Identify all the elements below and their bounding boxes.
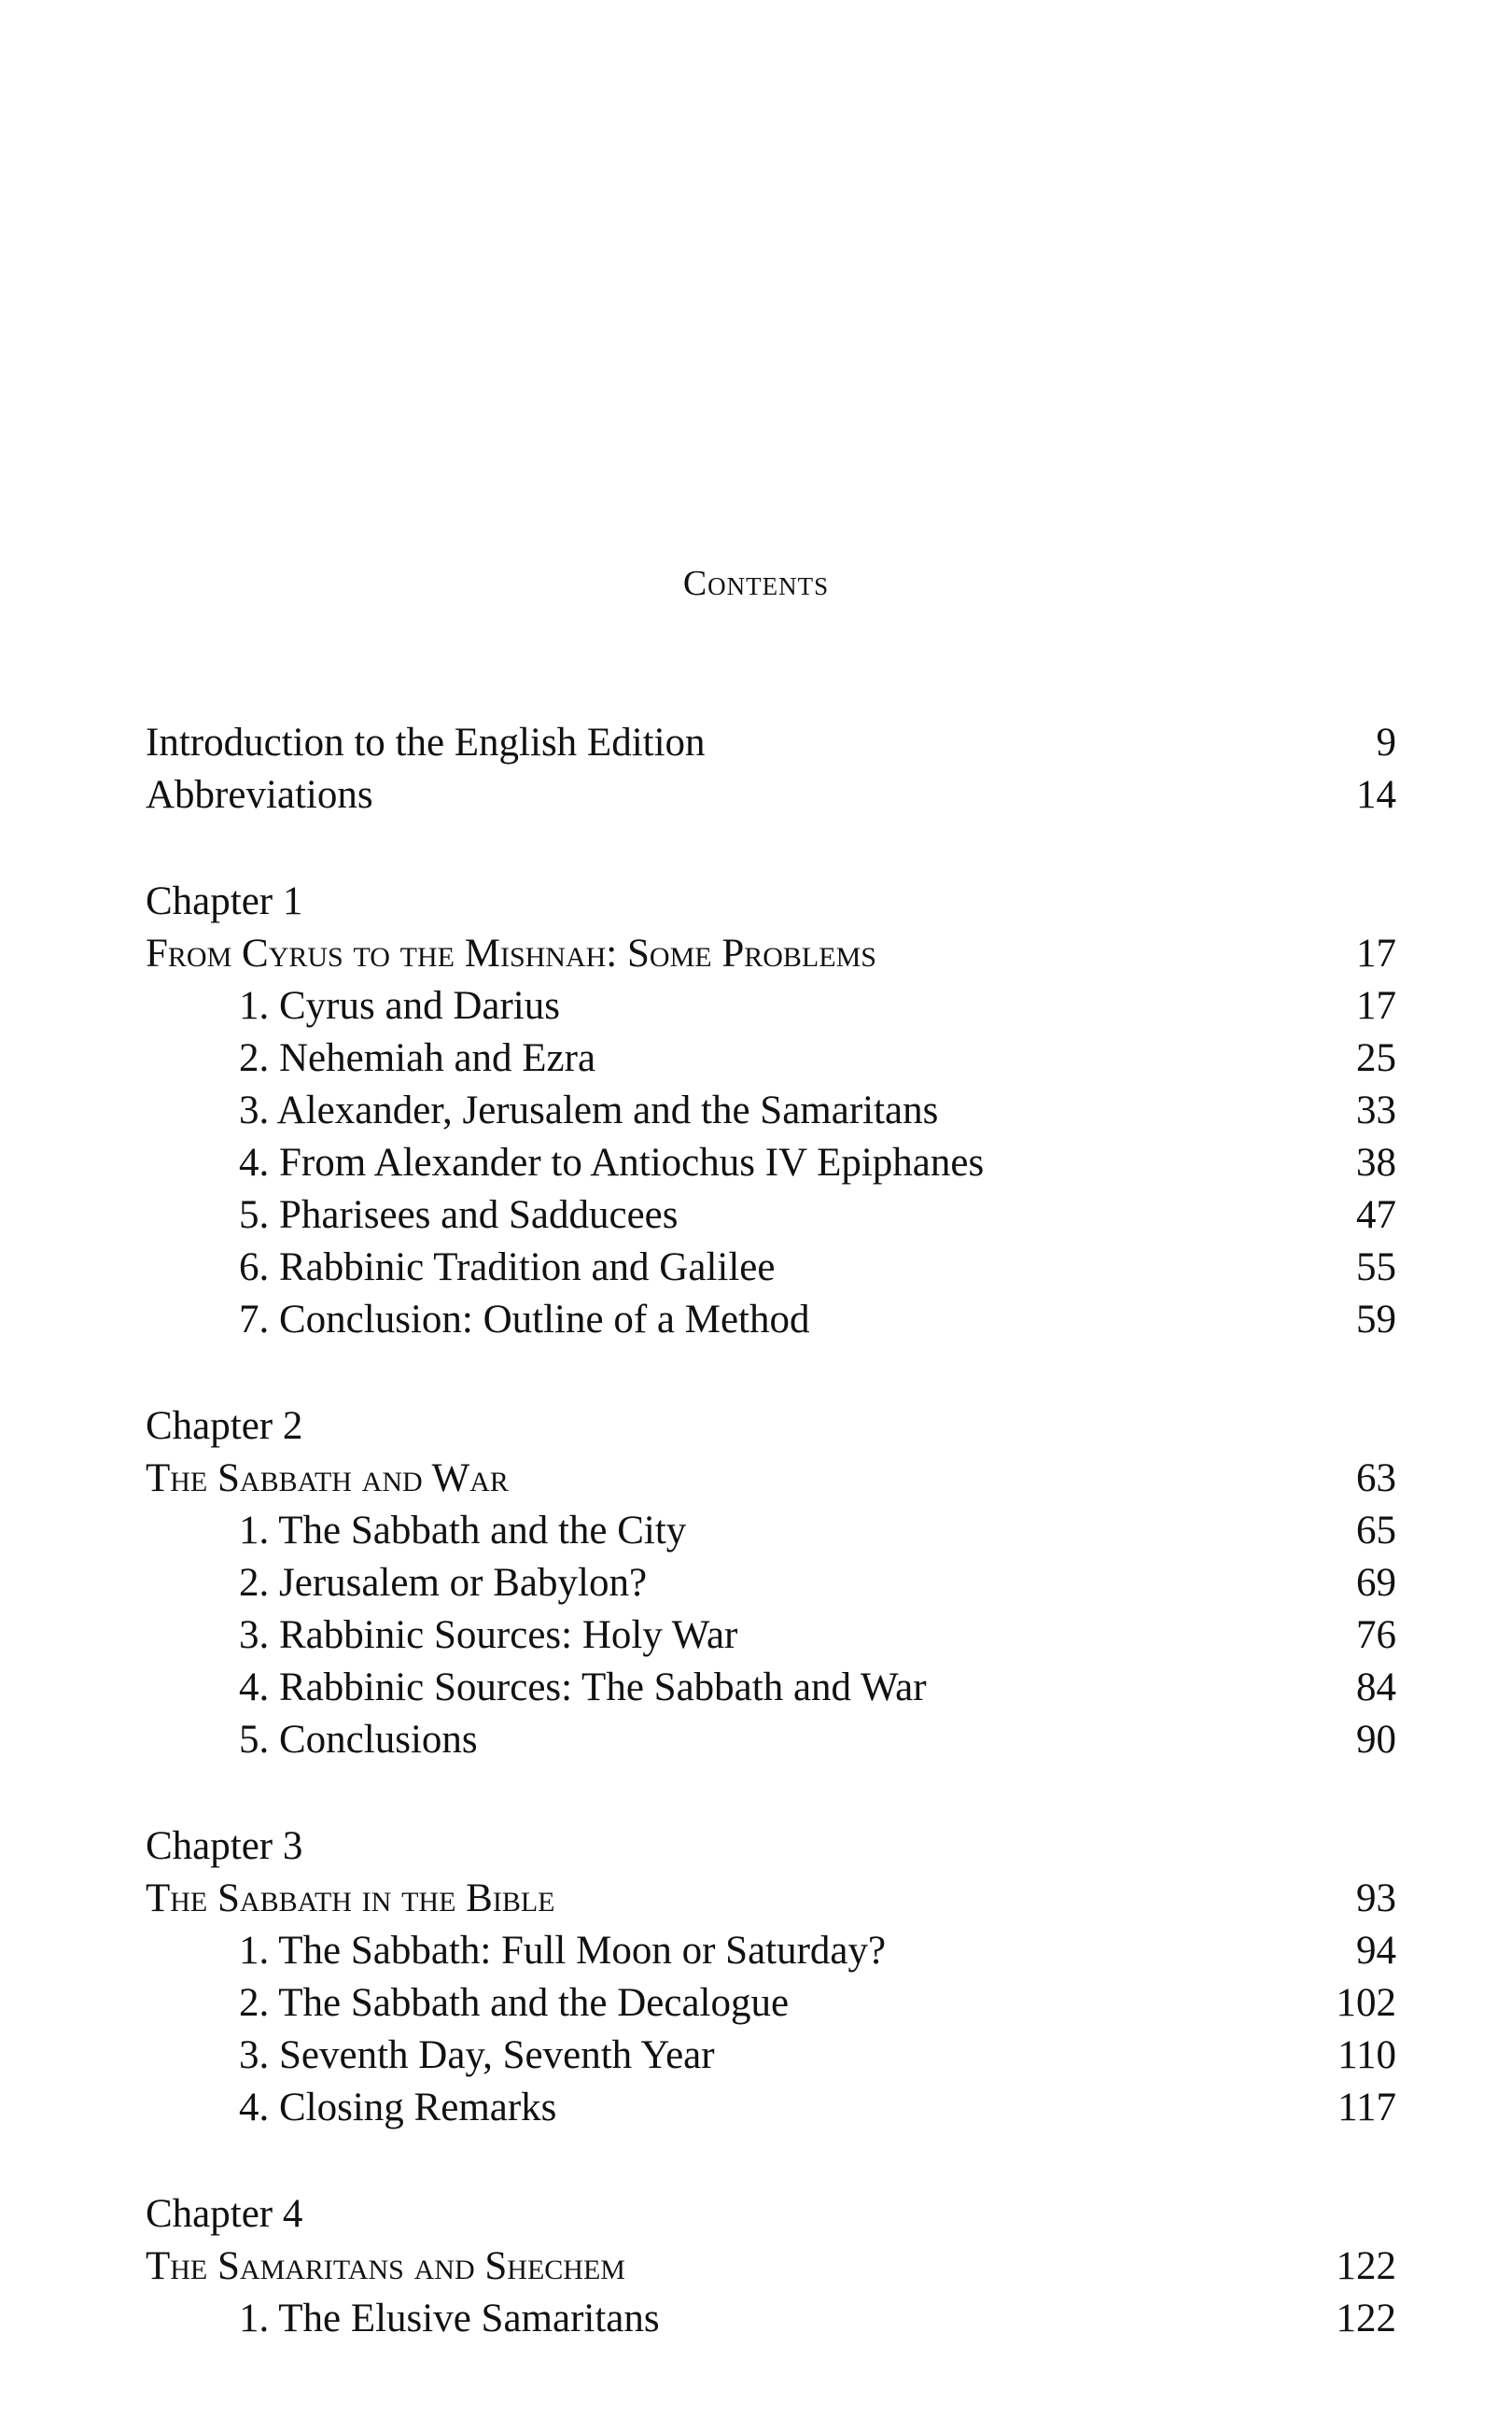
page-number: 55	[1356, 1245, 1396, 1289]
page-number: 38	[1356, 1141, 1396, 1185]
section-entry	[146, 1085, 1396, 1137]
page-number: 117	[1337, 2086, 1396, 2129]
section-text: 3. Rabbinic Sources: Holy War	[239, 1613, 738, 1657]
chapter-title	[146, 1873, 1396, 1925]
section-entry	[146, 1977, 1396, 2030]
section-text: 1. The Sabbath and the City	[239, 1509, 687, 1553]
chapter-1-block	[146, 876, 1396, 1346]
page-number: 122	[1336, 2297, 1396, 2340]
section-entry	[146, 2030, 1396, 2082]
page-title: Contents	[682, 564, 830, 603]
entry-text: Abbreviations	[146, 773, 373, 817]
page-number: 47	[1356, 1193, 1396, 1237]
page-number: 59	[1356, 1298, 1396, 1342]
section-entry	[146, 1189, 1396, 1242]
chapter-title-text: From Cyrus to the Mishnah: Some Problems	[146, 932, 876, 976]
page-number: 94	[1356, 1929, 1396, 1973]
section-text: 7. Conclusion: Outline of a Method	[239, 1298, 810, 1342]
chapter-2-block	[146, 1400, 1396, 1766]
chapter-label-text: Chapter 1	[146, 879, 303, 923]
section-entry	[146, 1294, 1396, 1346]
chapter-label-text: Chapter 2	[146, 1404, 303, 1448]
chapter-4-block	[146, 2188, 1396, 2345]
section-entry	[146, 2082, 1396, 2134]
toc-entry-introduction	[146, 717, 1396, 769]
section-text: 4. From Alexander to Antiochus IV Epiphanes	[239, 1141, 985, 1185]
chapter-title-text: The Sabbath and War	[146, 1456, 509, 1500]
section-text: 3. Alexander, Jerusalem and the Samaritans	[239, 1089, 939, 1132]
section-text: 2. Jerusalem or Babylon?	[239, 1561, 648, 1605]
page-number: 25	[1356, 1036, 1396, 1080]
section-text: 4. Rabbinic Sources: The Sabbath and War	[239, 1665, 927, 1709]
section-entry	[146, 1033, 1396, 1085]
section-entry	[146, 1557, 1396, 1609]
page-number: 69	[1356, 1561, 1396, 1605]
page-number: 84	[1356, 1665, 1396, 1709]
section-entry	[146, 1609, 1396, 1662]
section-text: 2. The Sabbath and the Decalogue	[239, 1981, 790, 2025]
section-text: 4. Closing Remarks	[239, 2086, 557, 2129]
section-entry	[146, 2293, 1396, 2345]
chapter-label-text: Chapter 4	[146, 2192, 303, 2236]
section-entry	[146, 1714, 1396, 1766]
section-entry	[146, 1505, 1396, 1557]
page-number: 110	[1337, 2033, 1396, 2077]
page-number: 63	[1356, 1456, 1396, 1500]
section-entry	[146, 1925, 1396, 1977]
page-number: 9	[1376, 721, 1396, 765]
section-entry	[146, 980, 1396, 1033]
page-number: 17	[1356, 984, 1396, 1028]
section-text: 1. Cyrus and Darius	[239, 984, 560, 1028]
page-number: 93	[1356, 1876, 1396, 1920]
chapter-label	[146, 1400, 1396, 1453]
section-entry	[146, 1242, 1396, 1294]
toc-entry-abbreviations	[146, 769, 1396, 822]
chapter-3-block	[146, 1820, 1396, 2134]
chapter-label	[146, 2188, 1396, 2241]
section-text: 2. Nehemiah and Ezra	[239, 1036, 596, 1080]
page-number: 17	[1356, 932, 1396, 976]
chapter-label-text: Chapter 3	[146, 1824, 303, 1868]
page-number: 14	[1356, 773, 1396, 817]
section-text: 6. Rabbinic Tradition and Galilee	[239, 1245, 776, 1289]
section-text: 1. The Elusive Samaritans	[239, 2297, 660, 2340]
section-entry	[146, 1662, 1396, 1714]
page-number: 65	[1356, 1509, 1396, 1553]
page-number: 33	[1356, 1089, 1396, 1132]
page-number: 76	[1356, 1613, 1396, 1657]
chapter-title-text: The Samaritans and Shechem	[146, 2244, 625, 2288]
section-text: 5. Pharisees and Sadducees	[239, 1193, 679, 1237]
page-number: 122	[1336, 2244, 1396, 2288]
section-text: 5. Conclusions	[239, 1718, 478, 1762]
page-number: 90	[1356, 1718, 1396, 1762]
chapter-label	[146, 876, 1396, 928]
chapter-title	[146, 2241, 1396, 2293]
table-of-contents	[146, 717, 1396, 2345]
chapter-label	[146, 1820, 1396, 1873]
section-text: 1. The Sabbath: Full Moon or Saturday?	[239, 1929, 887, 1973]
chapter-title	[146, 1453, 1396, 1505]
entry-text: Introduction to the English Edition	[146, 721, 706, 765]
chapter-title	[146, 928, 1396, 980]
front-matter	[146, 717, 1396, 822]
section-text: 3. Seventh Day, Seventh Year	[239, 2033, 715, 2077]
page-number: 102	[1336, 1981, 1396, 2025]
section-entry	[146, 1137, 1396, 1189]
chapter-title-text: The Sabbath in the Bible	[146, 1876, 555, 1920]
